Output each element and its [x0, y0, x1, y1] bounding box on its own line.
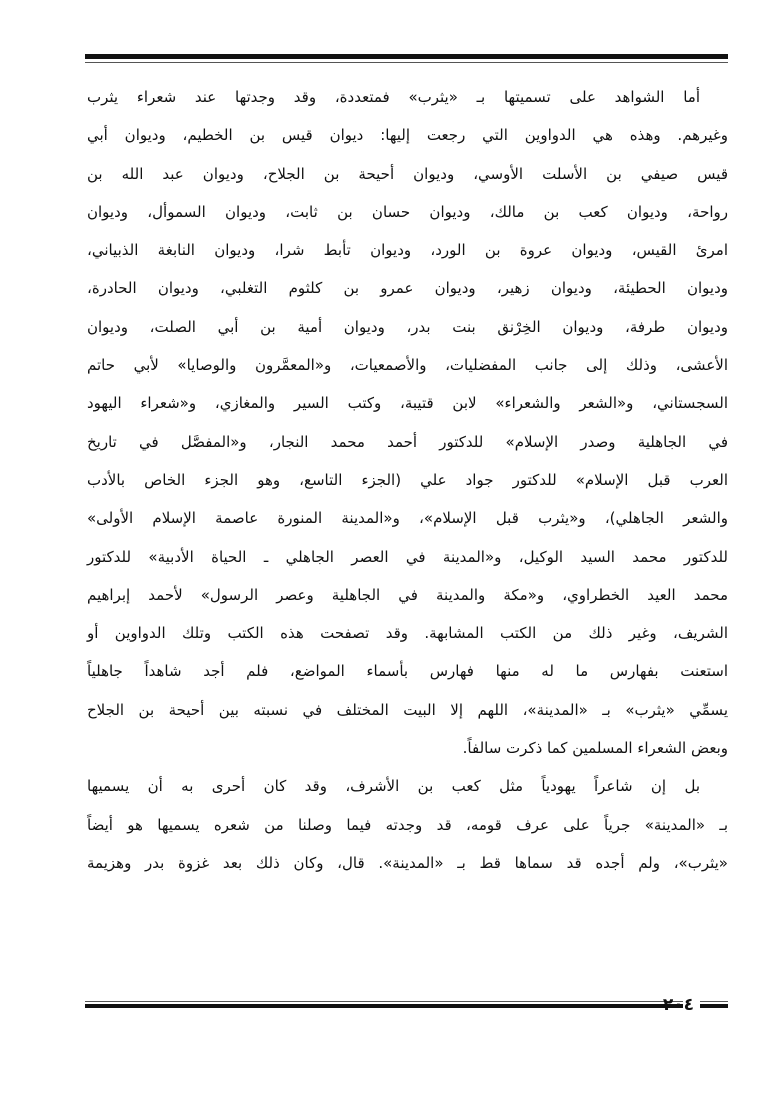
page-footer	[85, 995, 728, 1018]
text-line: للدكتور محمد السيد الوكيل، و«المدينة في العصر الجاهلي ـ الحياة الأدبية» للدكتور	[87, 547, 728, 566]
text-line: قيس صيفي بن الأسلت الأوسي، وديوان أحيحة بن الجلاح، وديوان عبد الله بن	[87, 164, 728, 183]
text-line: محمد العيد الخطراوي، و«مكة والمدينة في الجاهلية وعصر الرسول» لأحمد إبراهيم	[87, 585, 728, 604]
text-line: استعنت بفهارس ما له منها فهارس بأسماء المواضع، فلم أجد شاهداً جاهلياً	[87, 662, 728, 681]
text-line: وبعض الشعراء المسلمين كما ذكرت سالفاً.	[462, 739, 728, 758]
text-line: السجستاني، و«الشعر والشعراء» لابن قتيبة، وكتب السير والمغازي، و«شعراء اليهود	[87, 394, 728, 413]
text-line: رواحة، وديوان كعب بن مالك، وديوان حسان بن ثابت، وديوان السموأل، وديوان	[87, 202, 728, 221]
text-line: «يثرب»، ولم أجده قد سماها قط بـ «المدينة». قال، وكان ذلك بعد غزوة بدر وهزيمة	[87, 853, 728, 872]
text-line: بل إن شاعراً يهودياً مثل كعب بن الأشرف، وقد كان أحرى به أن يسميها	[87, 777, 700, 796]
text-line: بـ «المدينة» جرياً على عرف قومه، قد وجدته فيما وصلنا من شعره يسميها هو أيضاً	[87, 815, 728, 834]
text-line: أما الشواهد على تسميتها بـ «يثرب» فمتعددة، وقد وجدتها عند شعراء يثرب	[87, 88, 700, 106]
text-line: وديوان الحطيئة، وديوان زهير، وديوان عمرو بن كلثوم التغلبي، وديوان الحادرة،	[87, 279, 728, 298]
footer-rule-short	[700, 1004, 728, 1008]
text-line: يسمِّي «يثرب» بـ «المدينة»، اللهم إلا البيت المختلف في نسبته بين أحيحة بن الجلاح	[87, 700, 728, 719]
text-line: والشعر الجاهلي)، و«يثرب قبل الإسلام»، و«المدينة المنورة عاصمة الإسلام الأولى»	[87, 509, 728, 528]
text-line: امرئ القيس، وديوان عروة بن الورد، وديوان تأبط شرا، وديوان النابغة الذبياني،	[87, 241, 728, 260]
footer-rule-thin	[85, 1001, 683, 1002]
top-rule	[85, 54, 728, 59]
text-line: الأعشى، وذلك إلى جانب المفضليات، والأصمعيات، و«المعمَّرون والوصايا» لأبي حاتم	[87, 356, 728, 375]
text-line: وديوان طرفة، وديوان الخِرْنق بنت بدر، وديوان أمية بن أبي الصلت، وديوان	[87, 317, 728, 336]
text-line: وغيرهم. وهذه هي الدواوين التي رجعت إليها: ديوان قيس بن الخطيم، وديوان أبي	[87, 126, 728, 145]
top-rule-thin	[85, 62, 728, 63]
text-line: العرب قبل الإسلام» للدكتور جواد علي (الجزء التاسع، وهو الجزء الخاص بالأدب	[87, 470, 728, 489]
footer-rule-thin-short	[700, 1001, 728, 1002]
footer-rule-long	[85, 1004, 683, 1008]
text-line: الشريف، وغير ذلك من الكتب المشابهة. وقد تصفحت هذه الكتب وتلك الدواوين أو	[87, 624, 728, 643]
page-number: ٢٠٤	[662, 995, 694, 1015]
text-line: في الجاهلية وصدر الإسلام» للدكتور أحمد محمد النجار، و«المفصَّل في تاريخ	[87, 432, 728, 451]
page-body	[87, 82, 728, 886]
